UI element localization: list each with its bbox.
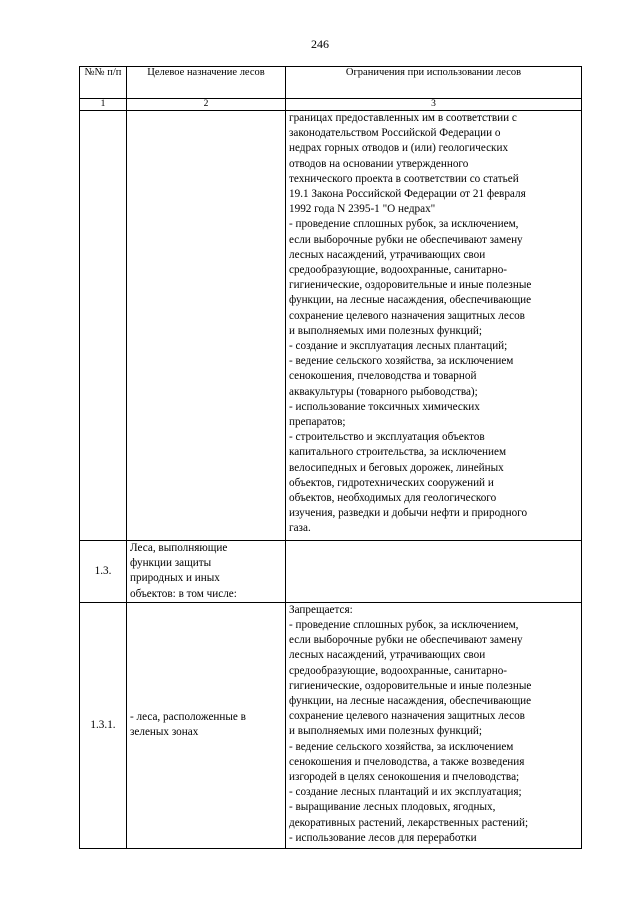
text-line: объектов, необходимых для геологического — [289, 492, 497, 505]
text-line: - строительство и эксплуатация объектов — [289, 431, 485, 444]
row-restrictions — [286, 541, 582, 603]
text-line: - создание и эксплуатация лесных плантаций; — [289, 340, 508, 353]
header-purpose: Целевое назначение лесов — [127, 67, 286, 99]
table-row — [80, 602, 582, 848]
row-purpose — [127, 111, 286, 541]
text-line: гигиенические, оздоровительные и иные полезные — [289, 679, 532, 692]
text-line: законодательством Российской Федерации о — [289, 127, 501, 140]
text-line: декоративных растений, лекарственных растений; — [289, 816, 529, 829]
text-line: изгородей в целях сенокошения и пчеловодства; — [289, 771, 520, 784]
text-line: природных и иных — [130, 572, 220, 585]
text-line: - проведение сплошных рубок, за исключением, — [289, 218, 519, 231]
text-line: средообразующие, водоохранные, санитарно- — [289, 664, 508, 677]
text-line: если выборочные рубки не обеспечивают замену — [289, 634, 523, 647]
table-header-row — [80, 67, 582, 99]
restrictions-lines — [289, 111, 578, 537]
text-line: лесных насаждений, утрачивающих свои — [289, 649, 486, 662]
restrictions-lines — [289, 603, 578, 846]
text-line: объектов: в том числе: — [130, 587, 237, 600]
text-line: недрах горных отводов и (или) геологических — [289, 142, 509, 155]
text-line: сенокошения и пчеловодства, а также возведения — [289, 755, 525, 768]
table-row — [80, 541, 582, 603]
text-line: 19.1 Закона Российской Федерации от 21 февраля — [289, 188, 526, 201]
text-line: - проведение сплошных рубок, за исключением, — [289, 619, 519, 632]
text-line: функции защиты — [130, 557, 212, 570]
header-number: №№ п/п — [80, 67, 127, 99]
header-restrictions: Ограничения при использовании лесов — [286, 67, 582, 99]
text-line: газа. — [289, 522, 311, 535]
row-number: 1.3.1. — [80, 602, 127, 848]
text-line: лесных насаждений, утрачивающих свои — [289, 248, 486, 261]
text-line: - ведение сельского хозяйства, за исключением — [289, 355, 514, 368]
text-line: отводов на основании утвержденного — [289, 157, 469, 170]
text-line: капитального строительства, за исключением — [289, 446, 507, 459]
text-line: и выполняемых ими полезных функций; — [289, 725, 483, 738]
purpose-lines — [130, 710, 282, 740]
column-index-3: 3 — [286, 99, 582, 111]
text-line: - использование токсичных химических — [289, 400, 480, 413]
row-restrictions — [286, 602, 582, 848]
purpose-lines — [130, 541, 282, 602]
text-line: сохранение целевого назначения защитных лесов — [289, 710, 525, 723]
text-line: средообразующие, водоохранные, санитарно- — [289, 264, 508, 277]
text-line: препаратов; — [289, 416, 346, 429]
text-line: - создание лесных плантаций и их эксплуатация; — [289, 786, 522, 799]
text-line: - выращивание лесных плодовых, ягодных, — [289, 801, 496, 814]
row-number: 1.3. — [80, 541, 127, 603]
text-line: Запрещается: — [289, 603, 353, 616]
text-line: изучения, разведки и добычи нефти и природного — [289, 507, 528, 520]
row-number — [80, 111, 127, 541]
text-line: функции, на лесные насаждения, обеспечивающие — [289, 695, 532, 708]
text-line: велосипедных и беговых дорожек, линейных — [289, 461, 504, 474]
column-index-2: 2 — [127, 99, 286, 111]
column-index-1: 1 — [80, 99, 127, 111]
text-line: Леса, выполняющие — [130, 542, 228, 554]
row-purpose — [127, 541, 286, 603]
row-purpose — [127, 602, 286, 848]
page-number: 246 — [311, 37, 329, 51]
text-line: и выполняемых ими полезных функций; — [289, 324, 483, 337]
table-row — [80, 111, 582, 541]
row-restrictions — [286, 111, 582, 541]
text-line: гигиенические, оздоровительные и иные полезные — [289, 279, 532, 292]
text-line: аквакультуры (товарного рыбоводства); — [289, 385, 478, 398]
text-line: - ведение сельского хозяйства, за исключением — [289, 740, 514, 753]
text-line: функции, на лесные насаждения, обеспечивающие — [289, 294, 532, 307]
text-line: границах предоставленных им в соответствии с — [289, 112, 517, 124]
text-line: - леса, расположенные в — [130, 711, 246, 724]
text-line: объектов, гидротехнических сооружений и — [289, 476, 494, 489]
text-line: сохранение целевого назначения защитных лесов — [289, 309, 525, 322]
column-index-row — [80, 99, 582, 111]
restrictions-table — [79, 66, 582, 849]
text-line: зеленых зонах — [130, 726, 199, 739]
text-line: сенокошения, пчеловодства и товарной — [289, 370, 477, 383]
text-line: технического проекта в соответствии со статьей — [289, 172, 519, 185]
text-line: если выборочные рубки не обеспечивают замену — [289, 233, 523, 246]
text-line: 1992 года N 2395-1 "О недрах" — [289, 203, 436, 216]
text-line: - использование лесов для переработки — [289, 831, 477, 844]
